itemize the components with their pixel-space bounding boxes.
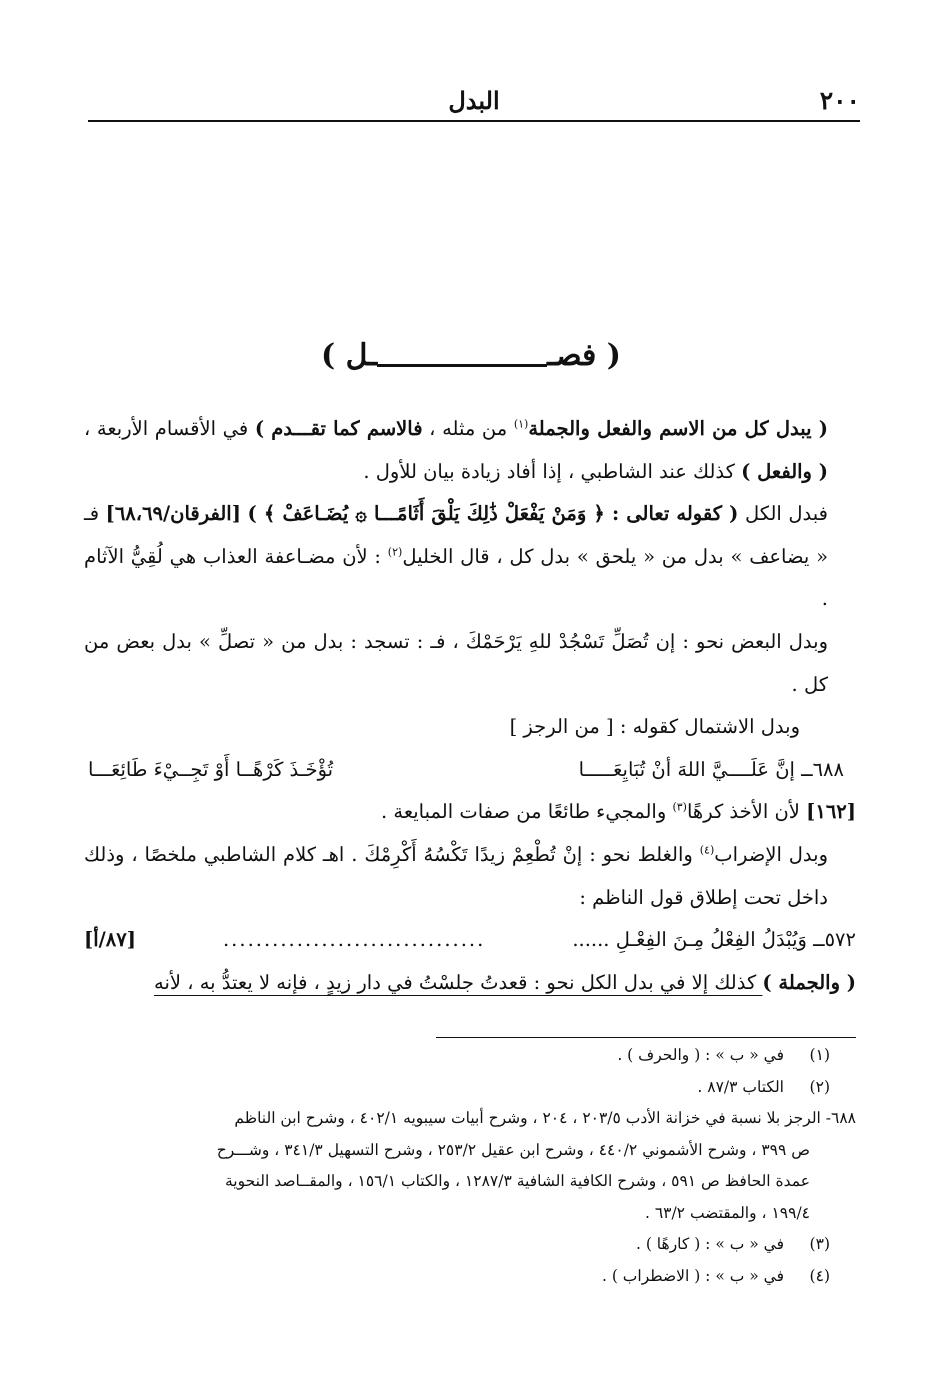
p5-a: لأن الأخذ كرهًا	[686, 800, 807, 824]
p1-bold2: فالاسم كما تقـــدم )	[254, 417, 423, 440]
p1-lead: ( يبدل كل من الاسم والفعل والجملة	[528, 417, 828, 440]
p1-rest: في الأقسام الأربعة ،	[84, 417, 255, 440]
paragraph-4: وبدل الاشتمال كقوله : [ من الرجز ]	[509, 715, 800, 739]
footnote-number: (٣)	[809, 1235, 830, 1253]
p5-ref: [١٦٢]	[806, 800, 856, 824]
paragraph-1	[84, 408, 856, 493]
verse-688-first-hemistich: ٦٨٨ــ إنَّ عَلَــــيَّ اللهَ أنْ تُبَايِعَـــــا	[578, 757, 844, 781]
footnote-ref-3: (٣)	[672, 800, 687, 814]
section-title-word: فصـ	[547, 338, 597, 373]
footnote-2	[86, 1072, 856, 1104]
p2-a: فبدل الكل	[738, 502, 829, 526]
p5-b: والمجيء طائعًا من صفات المبايعة .	[381, 800, 673, 824]
paragraph-6	[84, 834, 856, 919]
p1-rest2: كذلك عند الشاطبي ، إذا أفاد زيادة بيان للأول .	[363, 459, 742, 483]
footnote-ref-1: (١)	[513, 417, 529, 431]
footnote-1	[86, 1040, 856, 1072]
p6-a: وبدل الإضراب	[714, 842, 829, 866]
footnote-3	[86, 1229, 856, 1261]
section-title	[0, 338, 942, 373]
section-title-close: )	[321, 338, 336, 373]
verse-572-text: ٥٧٢ــ وَيُبْدَلُ الفِعْلُ مِـنَ الفِعْـلِ ......	[572, 928, 856, 952]
main-text	[84, 408, 856, 1004]
verse-688	[84, 749, 856, 792]
verse-572-dots: ................................	[222, 928, 486, 952]
verse-note-line: ٦٨٨- الرجز بلا نسبة في خزانة الأدب ٢٠٣/٥ ، ٢٠٤ ، وشرح أبيات سيبويه ٤٠٢/١ ، وشرح ابن الناظم	[234, 1109, 856, 1127]
footnote-number: (٤)	[809, 1266, 830, 1285]
p6-b: والغلط نحو : إنْ تُطْعِمْ زيدًا تَكْسُهُ أَكْرِمْكَ . اهـ كلام الشاطبي ملخصًا ، وذلك داخل تحت إطلاق قول الناظم :	[84, 842, 828, 909]
paragraph-7	[84, 962, 856, 1005]
verse-572	[84, 919, 856, 962]
footnote-4	[86, 1261, 856, 1293]
verse-688-sources	[86, 1103, 856, 1229]
quran-ref: [الفرقان/٦٨،٦٩]	[105, 502, 241, 526]
footnote-text: في « ب » : ( والحرف ) .	[617, 1046, 784, 1064]
verse-note-line: عمدة الحافظ ص ٥٩١ ، وشرح الكافية الشافية ١٢٨٧/٣ ، والكتاب ١٥٦/١ ، والمقــاصد النحوية	[224, 1172, 810, 1190]
footnote-number: (٢)	[809, 1077, 830, 1096]
paragraph-3: وبدل البعض نحو : إن تُصَلِّ تَسْجُدْ للهِ يَرْحَمْكَ ، فـ : تسجد : بدل من « تصلِّ » بدل بعض من كل .	[84, 629, 828, 696]
verse-688-second-hemistich: تُؤْخَـذَ كَرْهًــا أَوْ تَجِــيْءَ طَائِعَـــا	[88, 757, 334, 781]
p1-mid: من مثله ،	[422, 417, 514, 440]
footnote-rule	[436, 1037, 856, 1038]
verse-note-line: ١٩٩/٤ ، والمقتضب ٦٣/٢ .	[644, 1203, 810, 1222]
footnote-ref-4: (٤)	[699, 843, 715, 857]
manuscript-ref: [٨٧/أ]	[84, 928, 136, 952]
footnote-text: الكتاب ٨٧/٣ .	[697, 1077, 784, 1096]
footnote-text: في « ب » : ( كارهًا ) .	[635, 1235, 784, 1253]
p7-rest: كذلك إلا في بدل الكل نحو : قعدتُ جلسْتُ في دار زيدٍ ، فإنه لا يعتدُّ به ، لأنه	[154, 970, 763, 994]
paragraph-2	[84, 493, 856, 621]
p1-bold3: ( والفعل )	[741, 459, 828, 483]
footnotes	[86, 1040, 856, 1292]
paragraph-5	[84, 791, 856, 834]
quran-quote: ( كقوله تعالى : ﴿ وَمَنْ يَفْعَلْ ذَٰلِكَ يَلْقَ أَثَامًـــا ۞ يُضَـاعَفْ ﴾ )	[247, 502, 739, 526]
footnote-ref-2: (٢)	[387, 545, 403, 559]
p2-b: فـ « يضاعف » بدل من « يلحق » بدل كل ، قال الخليل	[84, 502, 829, 568]
page-header	[88, 86, 860, 120]
footnote-text: في « ب » : ( الاضطراب ) .	[601, 1266, 784, 1285]
header-rule	[88, 120, 860, 122]
p2-c: : لأن مضـاعفة العذاب هي لُقِيُّ الآثام .	[84, 544, 828, 611]
page-number: ٢٠٠	[819, 86, 860, 115]
running-title: البدل	[448, 86, 500, 115]
kashida-stretch	[377, 348, 547, 367]
p7-bold: ( والجملة )	[762, 970, 856, 994]
verse-note-line: ص ٣٩٩ ، وشرح الأشموني ٤٤٠/٢ ، وشرح ابن عقيل ٢٥٣/٢ ، وشرح التسهيل ٣٤١/٣ ، وشـــرح	[216, 1140, 810, 1159]
section-title-word-end: ـل	[345, 338, 378, 373]
section-title-open: (	[606, 338, 621, 373]
footnote-number: (١)	[809, 1046, 830, 1064]
